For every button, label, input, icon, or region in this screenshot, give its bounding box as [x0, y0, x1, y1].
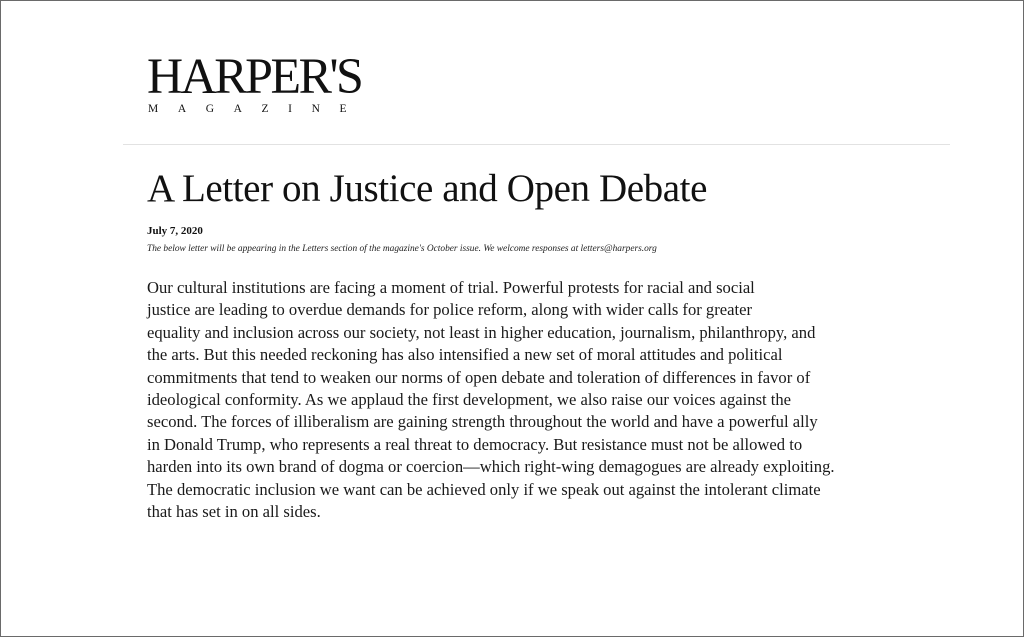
body-line: that has set in on all sides.: [147, 502, 321, 522]
body-line: The democratic inclusion we want can be achieved only if we speak out against the intolerant climate: [147, 479, 821, 499]
body-line: Our cultural institutions are facing a moment of trial. Powerful protests for racial and social: [147, 278, 755, 297]
harpers-logo[interactable]: [147, 49, 379, 115]
body-line: in Donald Trump, who represents a real threat to democracy. But resistance must not be allowed to: [147, 434, 803, 454]
article-note: The below letter will be appearing in the Letters section of the magazine's October issue. We welcome responses at letters@harpers.org: [147, 244, 657, 254]
body-line: ideological conformity. As we applaud the first development, we also raise our voices against the: [147, 390, 792, 410]
body-line: second. The forces of illiberalism are gaining strength throughout the world and have a powerful ally: [147, 412, 818, 432]
body-line: commitments that tend to weaken our norms of open debate and toleration of differences in favor of: [147, 367, 811, 387]
body-line: the arts. But this needed reckoning has also intensified a new set of moral attitudes and political: [147, 345, 783, 365]
article-title: A Letter on Justice and Open Debate: [147, 167, 707, 210]
article-date: July 7, 2020: [147, 225, 203, 237]
logo-wordmark: HARPER'S: [147, 49, 362, 105]
logo-subtitle: MAGAZINE: [148, 103, 367, 115]
body-line: justice are leading to overdue demands for police reform, along with wider calls for greater: [147, 300, 752, 320]
article-body: [147, 277, 927, 523]
body-line: equality and inclusion across our society, not least in higher education, journalism, philanthropy, and: [147, 322, 816, 342]
header-divider: [123, 144, 950, 145]
body-line: harden into its own brand of dogma or coercion—which right-wing demagogues are already exploiting.: [147, 457, 835, 477]
